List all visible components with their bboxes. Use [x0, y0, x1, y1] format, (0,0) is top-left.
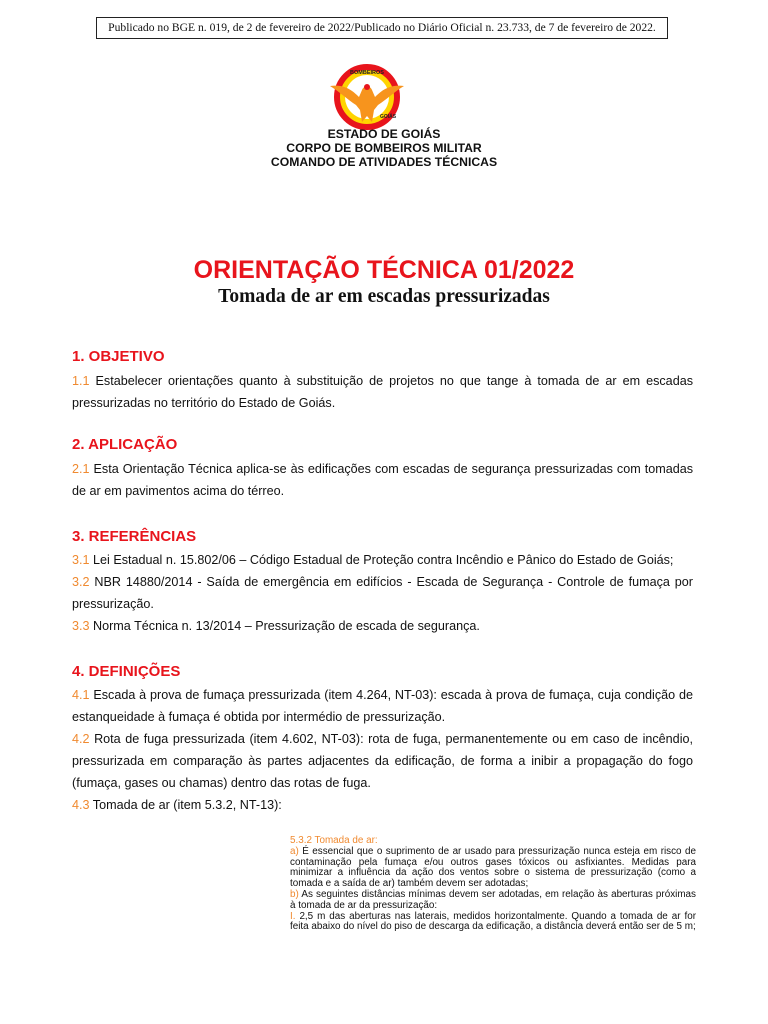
paragraph-3-2	[72, 571, 693, 615]
quote-item-b	[290, 890, 696, 912]
quote-marker: b)	[290, 888, 299, 900]
paragraph-1-1	[72, 370, 693, 414]
section-heading-definicoes: 4. DEFINIÇÕES	[72, 663, 181, 680]
paragraph-2-1	[72, 458, 693, 502]
document-subtitle: Tomada de ar em escadas pressurizadas	[218, 286, 550, 307]
quote-text: É essencial que o suprimento de ar usado para pressurização nunca esteja em risco de contaminação pela fumaça e/ou outros gases tóxicos ou asfixiantes. Medidas para minimizar a influência da ação dos ventos sobre o sistema de pressurização (como a tomada e a saída de ar) também devem ser adotadas;	[290, 845, 696, 890]
fire-department-emblem-icon	[326, 64, 408, 130]
institution-command: COMANDO DE ATIVIDADES TÉCNICAS	[270, 155, 498, 169]
quote-text: As seguintes distâncias mínimas devem ser adotadas, em relação às aberturas próximas à tomada de ar da pressurização:	[290, 888, 696, 911]
item-number: 1.1	[72, 374, 90, 388]
section-heading-aplicacao: 2. APLICAÇÃO	[72, 436, 178, 453]
item-number: 4.3	[72, 798, 90, 812]
item-text: Tomada de ar (item 5.3.2, NT-13):	[89, 798, 282, 812]
item-text: Escada à prova de fumaça pressurizada (item 4.264, NT-03): escada à prova de fumaça, cuja condição de estanqueidade à fumaça é obtida por intermédio de pressurização.	[72, 688, 693, 725]
item-number: 3.3	[72, 619, 90, 633]
item-number: 3.1	[72, 553, 90, 567]
quote-text: 2,5 m das aberturas nas laterais, medidos horizontalmente. Quando a tomada de ar for feita abaixo do nível do piso de descarga da edificação, a distância deverá então ser de 5 m;	[290, 910, 696, 933]
item-number: 4.1	[72, 688, 90, 702]
paragraph-3-1	[72, 549, 693, 571]
section-heading-referencias: 3. REFERÊNCIAS	[72, 528, 197, 545]
logo-text-bottom: GOIÁS	[379, 114, 397, 120]
quote-item-i	[290, 912, 696, 934]
logo-bird-head	[364, 84, 370, 90]
paragraph-4-1	[72, 684, 693, 728]
paragraph-4-2	[72, 728, 693, 795]
publication-note: Publicado no BGE n. 019, de 2 de fevereiro de 2022/Publicado no Diário Oficial n. 23.733, de 7 de fevereiro de 2022.	[96, 17, 668, 39]
quote-marker: I.	[290, 910, 296, 922]
item-text: Norma Técnica n. 13/2014 – Pressurização de escada de segurança.	[89, 619, 480, 633]
item-number: 2.1	[72, 462, 90, 476]
item-number: 3.2	[72, 575, 90, 589]
item-text: Lei Estadual n. 15.802/06 – Código Estadual de Proteção contra Incêndio e Pânico do Estado de Goiás;	[89, 553, 674, 567]
institution-corps: CORPO DE BOMBEIROS MILITAR	[286, 141, 482, 155]
quoted-excerpt	[290, 836, 696, 933]
paragraph-4-3	[72, 794, 693, 816]
document-title: ORIENTAÇÃO TÉCNICA 01/2022	[193, 256, 575, 284]
quote-item-a	[290, 847, 696, 890]
item-text: Rota de fuga pressurizada (item 4.602, NT-03): rota de fuga, permanentemente ou em caso de incêndio, pressurizada em comparação às partes adjacentes da edificação, de forma a inibir a propagação do fogo (fumaça, gases ou chamas) dentro das rotas de fuga.	[72, 732, 693, 791]
section-heading-objetivo: 1. OBJETIVO	[72, 348, 165, 365]
institution-state: ESTADO DE GOIÁS	[327, 127, 441, 141]
item-text: Estabelecer orientações quanto à substituição de projetos no que tange à tomada de ar em escadas pressurizadas no território do Estado de Goiás.	[72, 374, 693, 411]
item-text: Esta Orientação Técnica aplica-se às edificações com escadas de segurança pressurizadas com tomadas de ar em pavimentos acima do térreo.	[72, 462, 693, 499]
paragraph-3-3	[72, 615, 693, 637]
quote-heading: 5.3.2 Tomada de ar:	[290, 835, 378, 846]
item-number: 4.2	[72, 732, 90, 746]
logo-text-top: BOMBEIROS	[350, 70, 384, 76]
quote-marker: a)	[290, 845, 299, 857]
item-text: NBR 14880/2014 - Saída de emergência em edifícios - Escada de Segurança - Controle de fumaça por pressurização.	[72, 575, 693, 612]
